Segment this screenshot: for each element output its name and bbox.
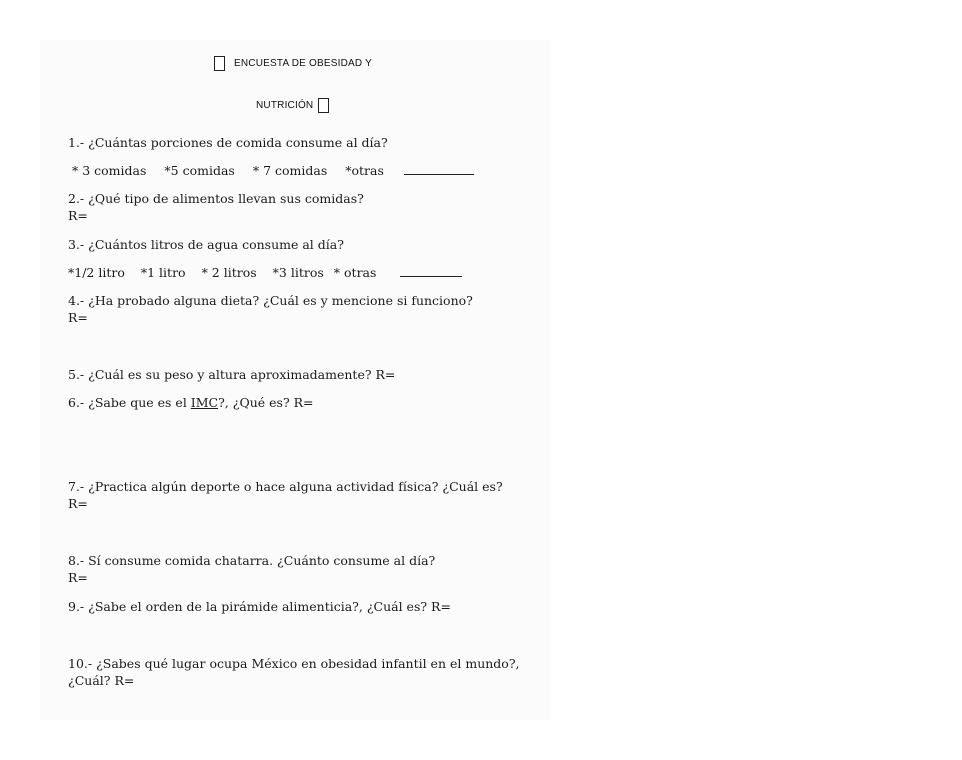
option-other[interactable]: [334, 265, 481, 280]
title-text-1: ENCUESTA DE OBESIDAD Y: [234, 58, 372, 69]
option[interactable]: *3 litros: [272, 265, 324, 280]
question-10-line-2: ¿Cuál? R=: [68, 673, 135, 688]
checkbox-icon[interactable]: [214, 56, 225, 71]
blank-line[interactable]: [404, 164, 474, 175]
question-6-part-b: ?, ¿Qué es? R=: [218, 395, 314, 410]
question-3: 3.- ¿Cuántos litros de agua consume al día?: [68, 237, 344, 252]
question-6: [68, 395, 314, 411]
title-line-1: [214, 56, 372, 71]
question-10: 10.- ¿Sabes qué lugar ocupa México en obesidad infantil en el mundo?,: [68, 656, 520, 671]
options-q3: [68, 265, 498, 280]
option[interactable]: * 3 comidas: [72, 163, 147, 178]
question-1: 1.- ¿Cuántas porciones de comida consume al día?: [68, 135, 388, 150]
question-2: 2.- ¿Qué tipo de alimentos llevan sus comidas?: [68, 191, 364, 206]
option[interactable]: *1 litro: [140, 265, 186, 280]
option[interactable]: *5 comidas: [164, 163, 235, 178]
imc-term: IMC: [190, 395, 219, 410]
question-5: 5.- ¿Cuál es su peso y altura aproximadamente? R=: [68, 367, 396, 382]
title-text-2: NUTRICIÓN: [256, 100, 314, 111]
option-other[interactable]: [345, 163, 492, 178]
option[interactable]: * 7 comidas: [252, 163, 328, 178]
option[interactable]: * 2 litros: [201, 265, 257, 280]
answer-4[interactable]: R=: [68, 310, 88, 325]
option[interactable]: *1/2 litro: [68, 265, 125, 280]
title-line-2: [256, 98, 329, 113]
question-9: 9.- ¿Sabe el orden de la pirámide alimenticia?, ¿Cuál es? R=: [68, 599, 451, 614]
checkbox-icon[interactable]: [318, 98, 329, 113]
answer-7[interactable]: R=: [68, 496, 88, 511]
options-q1: [72, 163, 510, 178]
question-6-part-a: 6.- ¿Sabe que es el: [68, 395, 191, 410]
question-7: 7.- ¿Practica algún deporte o hace alguna actividad física? ¿Cuál es?: [68, 479, 503, 494]
question-8: 8.- Sí consume comida chatarra. ¿Cuánto consume al día?: [68, 553, 436, 568]
question-4: 4.- ¿Ha probado alguna dieta? ¿Cuál es y mencione si funciono?: [68, 293, 473, 308]
answer-2[interactable]: R=: [68, 208, 88, 223]
option-other-label: * otras: [333, 265, 377, 280]
answer-8[interactable]: R=: [68, 570, 88, 585]
blank-line[interactable]: [400, 266, 462, 277]
option-other-label: *otras: [345, 163, 384, 178]
